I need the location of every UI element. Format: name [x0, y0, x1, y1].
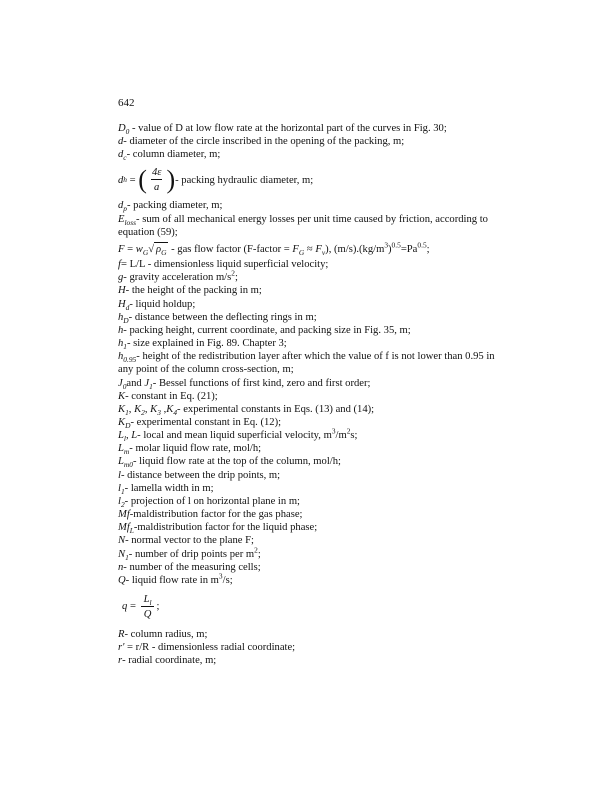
entry-g: g- gravity acceleration $m/s^2$; [118, 268, 238, 284]
entry-d0: $D_0$ - value of D at low flow rate at the horizontal part of the curves in Fig. 30; [118, 123, 447, 137]
entry-l: l- distance between the drip points, m; [118, 469, 281, 481]
entry-eloss: $E_{loss}-$ sum of all mechanical energy losses per unit time caused by friction, according to equation (59); [118, 213, 488, 238]
entry-K: K- constant in Eq. (21); [118, 390, 218, 402]
entry-h1: $h_1-$ size explained in Fig. 89. Chapter 3; [118, 338, 287, 352]
entry-q-formula: q = $\frac{L_l}{Q}$ ; [122, 593, 160, 620]
entry-h095: $h_{0.95}-$ height of the redistribution layer after which the value of f is not lower than 0.95 in any point of the column cross-section, m; [118, 351, 495, 376]
entry-Lm: $L_m-$ molar liquid flow rate, mol/h; [118, 443, 262, 457]
entry-hD: $h_D-$ distance between the deflecting rings in m; [118, 311, 317, 325]
entry-MfL: $Mf_L$-maldistribution factor for the liquid phase; [118, 522, 318, 536]
entry-l2: $l_2-$ projection of l on horizontal plane in m; [118, 495, 300, 510]
entry-l1: $l_1-$ lamella width in m; [118, 482, 214, 496]
sqrt-body: $\rho_G$ [156, 243, 167, 258]
entry-Q: Q- liquid flow rate in $m^3/s$; [118, 571, 233, 586]
entry-bessel: $J_0and$ $J_1-$ Bessel functions of first kind, zero and first order; [118, 377, 371, 391]
sqrt-sign: √ [148, 243, 155, 255]
entry-N1: $N_1-$ number of drip points per $m^2$; [118, 545, 261, 562]
entry-dh-formula: d h = ( $\frac{4\varepsilon}{a}$ ) - packing hydraulic diameter, m; [118, 165, 314, 195]
entry-N: N- normal vector to the plane F; [118, 535, 254, 547]
entry-L: $L_l$, L- local and mean liquid superficial velocity, $m^3/m^2s$; [118, 426, 358, 444]
entry-f: f= L/L - dimensionless liquid superficial velocity; [118, 259, 329, 271]
left-paren: ( [138, 165, 147, 195]
entry-Hd: $H_d-$ liquid holdup; [118, 298, 196, 312]
entry-d: d- diameter of the circle inscribed in the opening of the packing, m; [118, 136, 405, 148]
entry-H: H- the height of the packing in m; [118, 285, 262, 297]
entry-Mf: Mf-maldistribution factor for the gas phase; [118, 509, 303, 521]
entry-r-prime: r' = r/R - dimensionless radial coordinate; [118, 642, 296, 654]
fraction-Ll-over-Q: $\frac{L_l}{Q}$ [141, 593, 155, 621]
entry-F-factor: $F = w_G√$ $\rho_G$ - gas flow factor (F-factor = $F_G \approx F_v$), $(m/s).(kg/m^3)^{0.5}=Pa^{0.5}$; [118, 240, 430, 258]
entry-K1-K4: $K_1$, $K_2$, $K_3$ $,K_4-$ experimental constants in Eqs. (13) and (14); [118, 403, 375, 417]
right-paren: ) [166, 165, 176, 195]
entry-r: r- radial coordinate, m; [118, 655, 217, 667]
entry-Lm0: $L_{m0}-$ liquid flow rate at the top of the column, mol/h; [118, 456, 341, 470]
entry-dp: $d_p-$ packing diameter, m; [118, 200, 223, 214]
entry-dc: $d_c-$ column diameter, m; [118, 149, 221, 163]
page-number: 642 [118, 97, 135, 109]
fraction-4eps-over-a: $\frac{4\varepsilon}{a}$ [151, 167, 162, 194]
entry-KD: $K_D-$ experimental constant in Eq. (12); [118, 416, 282, 431]
entry-R: R- column radius, m; [118, 629, 208, 640]
entry-h: h- packing height, current coordinate, and packing size in Fig. 35, m; [118, 324, 411, 336]
nomenclature-list [118, 122, 498, 667]
entry-n: n- number of the measuring cells; [118, 561, 261, 573]
